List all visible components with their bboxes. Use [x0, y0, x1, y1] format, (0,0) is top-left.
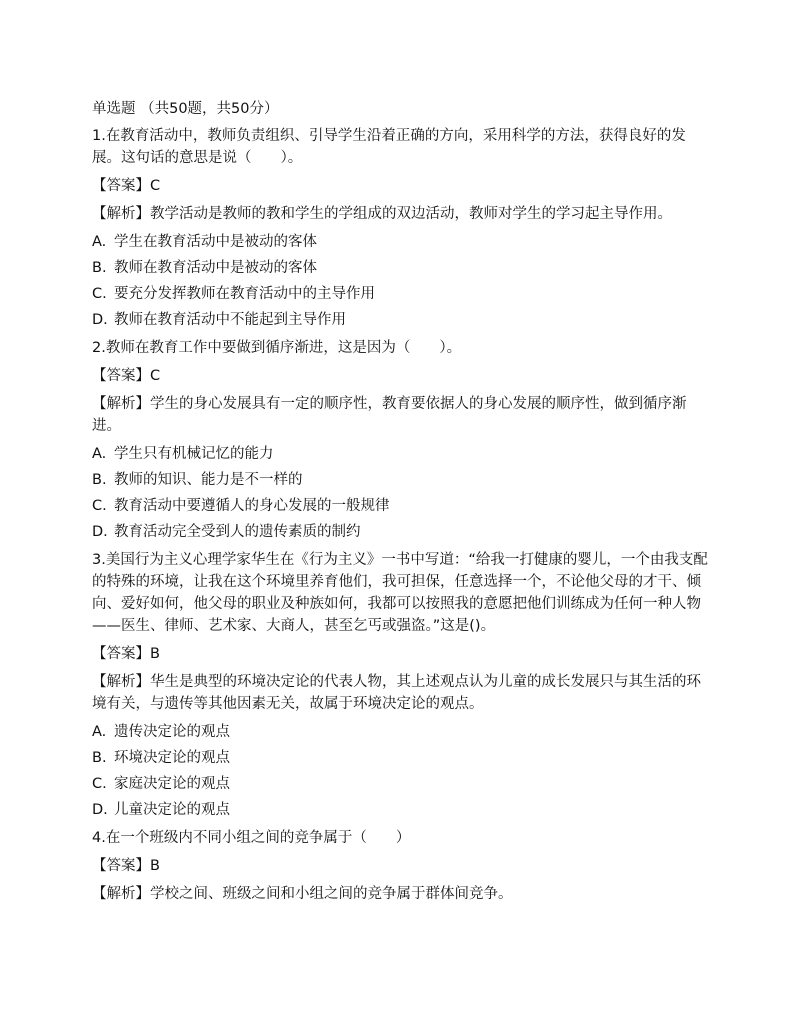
option-d: D. 儿童决定论的观点: [92, 802, 230, 818]
answer-line: [92, 645, 712, 663]
question-stem: 4.在一个班级内不同小组之间的竞争属于（ ）: [92, 830, 411, 846]
option-d: D. 教师在教育活动中不能起到主导作用: [92, 312, 346, 328]
answer-line: [92, 367, 712, 385]
explanation-text: 学校之间、班级之间和小组之间的竞争属于群体间竞争。: [150, 886, 513, 902]
answer-value: B: [150, 858, 160, 874]
explanation-line: [92, 203, 712, 225]
answer-label: 【答案】: [92, 178, 150, 194]
option-b: B. 环境决定论的观点: [92, 750, 230, 766]
explanation-label: 【解析】: [92, 206, 150, 222]
explanation-label: 【解析】: [92, 674, 150, 690]
question-3: [92, 549, 712, 819]
option-b: B. 教师在教育活动中是被动的客体: [92, 260, 317, 276]
option-d: D. 教育活动完全受到人的遗传素质的制约: [92, 524, 361, 540]
answer-label: 【答案】: [92, 646, 150, 662]
option-b: B. 教师的知识、能力是不一样的: [92, 472, 303, 488]
explanation-line: [92, 393, 712, 437]
option-a: A. 学生在教育活动中是被动的客体: [92, 234, 317, 250]
option-c: C. 要充分发挥教师在教育活动中的主导作用: [92, 286, 375, 302]
option-a: A. 学生只有机械记忆的能力: [92, 446, 274, 462]
explanation-text: 学生的身心发展具有一定的顺序性，教育要依据人的身心发展的顺序性，做到循序渐进。: [92, 396, 687, 434]
explanation-text: 教学活动是教师的教和学生的学组成的双边活动，教师对学生的学习起主导作用。: [150, 206, 672, 222]
explanation-line: [92, 671, 712, 715]
exam-document: [92, 100, 712, 913]
answer-line: [92, 857, 712, 875]
option-a: A. 遗传决定论的观点: [92, 724, 230, 740]
answer-label: 【答案】: [92, 368, 150, 384]
question-stem: 2.教师在教育工作中要做到循序渐进，这是因为（ ）。: [92, 340, 462, 356]
question-4: [92, 827, 712, 905]
explanation-label: 【解析】: [92, 886, 150, 902]
answer-value: B: [150, 646, 160, 662]
explanation-label: 【解析】: [92, 396, 150, 412]
option-c: C. 教育活动中要遵循人的身心发展的一般规律: [92, 498, 390, 514]
option-c: C. 家庭决定论的观点: [92, 776, 230, 792]
question-stem: 1.在教育活动中，教师负责组织、引导学生沿着正确的方向，采用科学的方法，获得良好的发展。这句话的意思是说（ ）。: [92, 128, 686, 166]
explanation-text: 华生是典型的环境决定论的代表人物，其上述观点认为儿童的成长发展只与其生活的环境有关，与遗传等其他因素无关，故属于环境决定论的观点。: [92, 674, 701, 712]
question-2: [92, 337, 712, 541]
section-header: 单选题 （共50题，共50分）: [92, 101, 279, 117]
question-1: [92, 125, 712, 329]
explanation-line: [92, 883, 712, 905]
answer-label: 【答案】: [92, 858, 150, 874]
answer-value: C: [150, 178, 161, 194]
answer-value: C: [150, 368, 161, 384]
answer-line: [92, 177, 712, 195]
question-stem: 3.美国行为主义心理学家华生在《行为主义》一书中写道：“给我一打健康的婴儿，一个由我支配的特殊的环境，让我在这个环境里养育他们，我可担保，任意选择一个，不论他父母的才干、倾向、爱好如何，他父母的职业及种族如何，我都可以按照我的意愿把他们训练成为任何一种人物——医生、律师、艺术家、大商人，甚至乞丐或强盗。”这是()。: [92, 552, 708, 634]
